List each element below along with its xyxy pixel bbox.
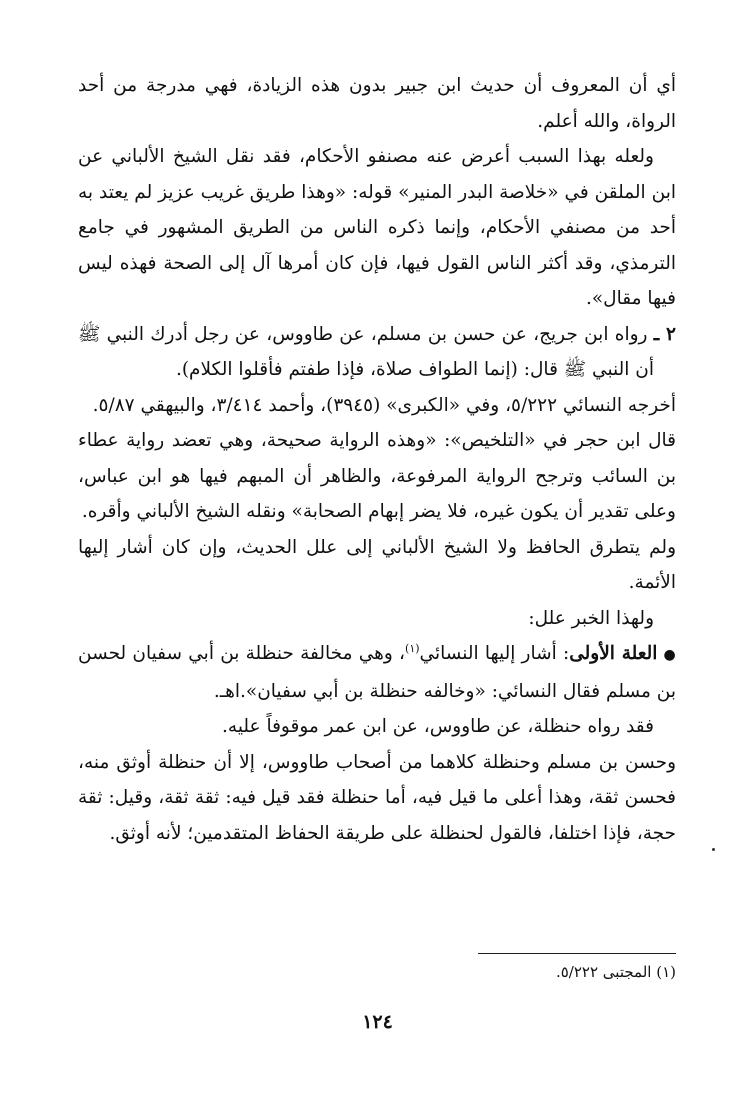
paragraph-6: ولهذا الخبر علل: — [528, 607, 654, 629]
illa-text-b: ، وهي مخالفة حنظلة بن أبي سفيان لحسن بن مسلم فقال النسائي: «وخالفه حنظلة بن أبي سفيان».اهـ. — [78, 643, 676, 702]
paragraph-1: أي أن المعروف أن حديث ابن جبير بدون هذه الزيادة، فهي مدرجة من أحد الرواة، والله أعلم. — [78, 75, 676, 132]
paragraph-4: قال ابن حجر في «التلخيص»: «وهذه الرواية صحيحة، وهي تعضد رواية عطاء بن السائب وترجح الرواية المرفوعة، والظاهر أن المبهم فيها هو ابن عباس، وعلى تقدير أن يكون غيره، فلا يضر إبهام الصحابة» ونقله الشيخ الألباني وأقره. — [78, 430, 676, 522]
footnote-text: المجتبى ٥/٢٢٢. — [555, 963, 652, 981]
margin-mark — [712, 848, 715, 851]
footnote-reference[interactable]: (١) — [405, 641, 420, 655]
illa-text-a: أشار إليها النسائي — [419, 643, 557, 664]
footnote — [556, 962, 676, 982]
paragraph-3: أخرجه النسائي ٥/٢٢٢، وفي «الكبرى» (٣٩٤٥)، وأحمد ٣/٤١٤، والبيهقي ٥/٨٧. — [92, 394, 676, 416]
item-text: رواه ابن جريج، عن حسن بن مسلم، عن طاووس، عن رجل أدرك النبي ﷺ أن النبي ﷺ قال: (إنما الطواف صلاة، فإذا طفتم فأقلوا الكلام). — [78, 323, 654, 380]
illa-paragraph — [78, 636, 676, 709]
page-number: ١٢٤ — [362, 1011, 393, 1033]
footnote-marker: (١) — [656, 963, 676, 981]
illa-title: العلة الأولى — [569, 643, 658, 664]
paragraph-2: ولعله بهذا السبب أعرض عنه مصنفو الأحكام، فقد نقل الشيخ الألباني عن ابن الملقن في «خلاصة البدر المنير» قوله: «وهذا طريق غريب عزيز لم يعتد به أحد من مصنفي الأحكام، وإنما ذكره الناس من الطريق المشهور في جامع الترمذي، وقد أكثر الناس القول فيها، فإن كان أمرها آل إلى الصحة فهذه ليس فيها مقال». — [78, 146, 676, 309]
paragraph-5: ولم يتطرق الحافظ ولا الشيخ الألباني إلى علل الحديث، وإن كان أشار إليها الأئمة. — [78, 536, 676, 593]
item-number: ٢ ـ — [653, 323, 676, 345]
bullet-icon: ● — [663, 647, 676, 663]
paragraph-8: وحسن بن مسلم وحنظلة كلاهما من أصحاب طاووس، إلا أن حنظلة أوثق منه، فحسن ثقة، وهذا أعلى ما قيل فيه، أما حنظلة فقد قيل فيه: ثقة ثقة، وقيل: ثقة حجة، فإذا اختلفا، فالقول لحنظلة على طريقة الحفاظ المتقدمين؛ لأنه أوثق. — [78, 751, 676, 844]
numbered-item-2 — [78, 317, 676, 388]
footnote-divider — [478, 953, 676, 954]
illa-colon: : — [556, 643, 570, 664]
page-body — [78, 68, 676, 851]
paragraph-7: فقد رواه حنظلة، عن طاووس، عن ابن عمر موقوفاً عليه. — [222, 716, 654, 737]
